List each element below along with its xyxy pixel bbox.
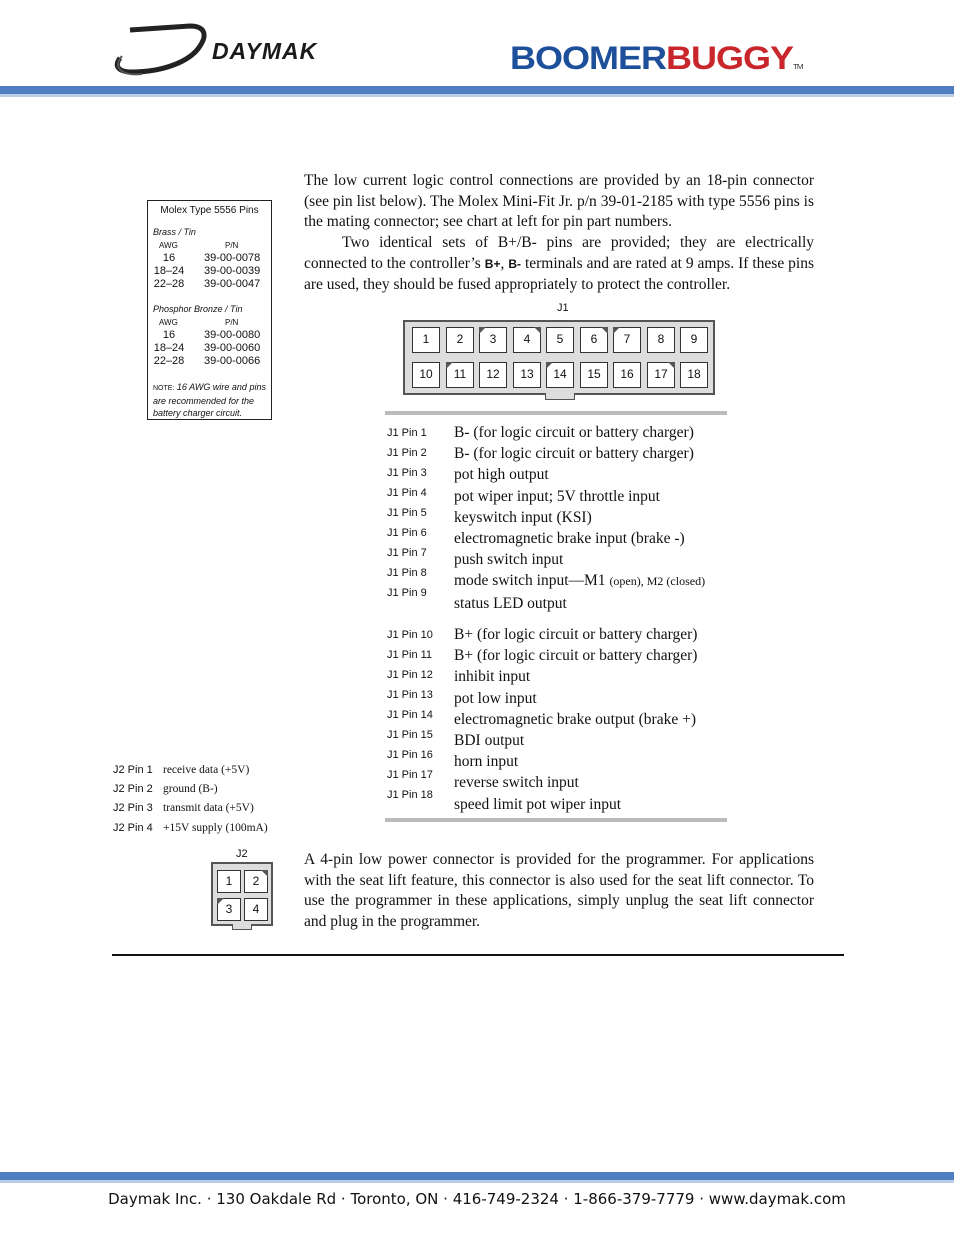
pin-label: J1 Pin 15 — [387, 729, 433, 741]
intro-paragraph-2: Two identical sets of B+/B- pins are provided; they are electrically connected to the controller’s B+, B- terminals and are rated at 9 amps. If these pins are used, they should be fused appropriately to protect the controller. — [304, 234, 815, 293]
pn-header: P/N — [225, 318, 239, 327]
j2-connector — [211, 862, 273, 926]
j1-pin-13: 13 — [513, 362, 541, 388]
pin-label: J1 Pin 14 — [387, 709, 433, 721]
pin-desc: horn input — [454, 753, 519, 771]
boomerbuggy-logo — [510, 40, 803, 85]
j2-pin-label: J2 Pin 4 — [113, 821, 153, 834]
pin-labels-group-2 — [387, 625, 433, 805]
pin-descs-group-2 — [454, 624, 697, 815]
j1-label: J1 — [557, 302, 569, 314]
section-phosphor-bronze: Phosphor Bronze / Tin — [153, 304, 243, 314]
header-band — [0, 86, 954, 94]
section-brass-tin: Brass / Tin — [153, 227, 196, 237]
trademark: TM — [793, 62, 803, 71]
j1-pin-9: 9 — [680, 327, 708, 353]
footer-contact: Daymak Inc. · 130 Oakdale Rd · Toronto, ON · 416-749-2324 · 1-866-379-7779 · www.daymak.com — [108, 1190, 846, 1208]
pin-label: J1 Pin 11 — [387, 649, 433, 661]
j1-pin-2: 2 — [446, 327, 474, 353]
pin-desc: electromagnetic brake output (brake +) — [454, 710, 696, 728]
intro-text — [304, 171, 814, 295]
daymak-wordmark: DAYMAK — [212, 38, 318, 64]
pin-label: J1 Pin 2 — [387, 447, 427, 459]
pin-desc: mode switch input—M1 (open), M2 (closed) — [454, 572, 706, 590]
j1-pin-8: 8 — [647, 327, 675, 353]
pin-label: J1 Pin 4 — [387, 487, 427, 499]
pin-desc: electromagnetic brake input (brake -) — [454, 530, 685, 548]
j1-pin-1: 1 — [412, 327, 440, 353]
intro-paragraph-1: The low current logic control connections are provided by an 18-pin connector (see pin list below). The Molex Mini-Fit Jr. p/n 39-01-2185 with type 5556 pins is the mating connector; see chart at left for pin part numbers. — [304, 172, 814, 231]
j2-pin-1: 1 — [217, 870, 241, 893]
j1-pin-16: 16 — [613, 362, 641, 388]
awg-header: AWG — [159, 318, 178, 327]
awg-header: AWG — [159, 241, 178, 250]
j1-pin-14: 14 — [546, 362, 574, 388]
j1-pin-11: 11 — [446, 362, 474, 388]
footer-band-light — [0, 1180, 954, 1183]
pin-desc: B+ (for logic circuit or battery charger) — [454, 647, 698, 665]
j1-pin-10: 10 — [412, 362, 440, 388]
j1-pin-15: 15 — [580, 362, 608, 388]
pin-desc: BDI output — [454, 732, 525, 750]
table-top-rule — [385, 411, 727, 415]
programmer-text — [304, 850, 814, 933]
table-bottom-rule — [385, 818, 727, 822]
j2-pin-desc: transmit data (+5V) — [163, 802, 254, 815]
pin-label: J1 Pin 7 — [387, 547, 427, 559]
j1-connector — [403, 320, 715, 395]
pin-desc: push switch input — [454, 551, 564, 569]
j2-pin-labels — [113, 761, 153, 838]
pin-desc: inhibit input — [454, 668, 531, 686]
j1-pin-3: 3 — [479, 327, 507, 353]
j2-pin-label: J2 Pin 3 — [113, 802, 153, 815]
molex-note: NOTE: 16 AWG wire and pins are recommended for the battery charger circuit. — [153, 382, 266, 418]
pin-label: J1 Pin 3 — [387, 467, 427, 479]
pin-label: J1 Pin 8 — [387, 567, 427, 579]
brand-part-2: BUGGY — [666, 39, 794, 76]
pin-label: J1 Pin 6 — [387, 527, 427, 539]
j1-pin-5: 5 — [546, 327, 574, 353]
pin-label: J1 Pin 1 — [387, 427, 427, 439]
molex-title: Molex Type 5556 Pins — [160, 205, 259, 216]
pin-desc: keyswitch input (KSI) — [454, 508, 592, 526]
section-divider — [112, 954, 844, 956]
pin-label: J1 Pin 10 — [387, 629, 433, 641]
pin-descs-group-1 — [454, 422, 705, 614]
j2-pin-desc: +15V supply (100mA) — [163, 821, 268, 834]
j1-latch — [545, 393, 575, 400]
pin-label: J1 Pin 9 — [387, 587, 427, 599]
pin-desc: speed limit pot wiper input — [454, 795, 622, 813]
pin-desc: pot high output — [454, 466, 549, 484]
programmer-paragraph: A 4-pin low power connector is provided for the programmer. For applications with the seat lift feature, this connector is also used for the seat lift connector. To use the programmer in these applications, simply unplug the seat lift connector and plug in the programmer. — [304, 851, 814, 931]
pin-desc: status LED output — [454, 594, 567, 612]
pin-label: J1 Pin 16 — [387, 749, 433, 761]
j1-pin-12: 12 — [479, 362, 507, 388]
j2-pin-descs — [163, 761, 268, 838]
pin-desc: B- (for logic circuit or battery charger) — [454, 445, 694, 463]
j1-pin-17: 17 — [647, 362, 675, 388]
j2-label: J2 — [236, 848, 248, 860]
daymak-swoosh-logo — [112, 20, 212, 80]
molex-pin-chart: Molex Type 5556 Pins Brass / Tin AWG P/N 16 39-00-0078 18–24 39-00-0039 22–28 39-00-0047 Phosphor Bronze / Tin AWG P/N 16 39-00-0080 18–24 39-00-0060 22–28 39-00-0066 NOTE: 16 AWG wire and pins are recommended for the battery charger circuit. — [147, 200, 272, 420]
j2-pin-label: J2 Pin 2 — [113, 783, 153, 796]
pin-desc: reverse switch input — [454, 774, 579, 792]
j2-pin-label: J2 Pin 1 — [113, 764, 153, 776]
pin-label: J1 Pin 5 — [387, 507, 427, 519]
j1-pin-6: 6 — [580, 327, 608, 353]
j2-pin-desc: receive data (+5V) — [163, 764, 250, 776]
pin-label: J1 Pin 13 — [387, 689, 433, 701]
pin-desc: B- (for logic circuit or battery charger) — [454, 424, 694, 441]
pin-desc: B+ (for logic circuit or battery charger) — [454, 626, 698, 643]
j1-pin-7: 7 — [613, 327, 641, 353]
pin-desc: pot wiper input; 5V throttle input — [454, 487, 660, 505]
j2-pin-desc: ground (B-) — [163, 783, 218, 796]
pin-labels-group-1 — [387, 423, 427, 603]
j2-pin-2: 2 — [244, 870, 268, 893]
brand-part-1: BOOMER — [510, 39, 666, 76]
header-band-light — [0, 94, 954, 97]
footer-band — [0, 1172, 954, 1180]
pin-label: J1 Pin 12 — [387, 669, 433, 681]
pin-desc: pot low input — [454, 689, 537, 707]
j1-pin-18: 18 — [680, 362, 708, 388]
j2-latch — [232, 924, 252, 930]
pin-label: J1 Pin 18 — [387, 789, 433, 801]
j2-pin-3: 3 — [217, 898, 241, 921]
pn-header: P/N — [225, 241, 239, 250]
j1-pin-4: 4 — [513, 327, 541, 353]
pin-label: J1 Pin 17 — [387, 769, 433, 781]
j2-pin-4: 4 — [244, 898, 268, 921]
